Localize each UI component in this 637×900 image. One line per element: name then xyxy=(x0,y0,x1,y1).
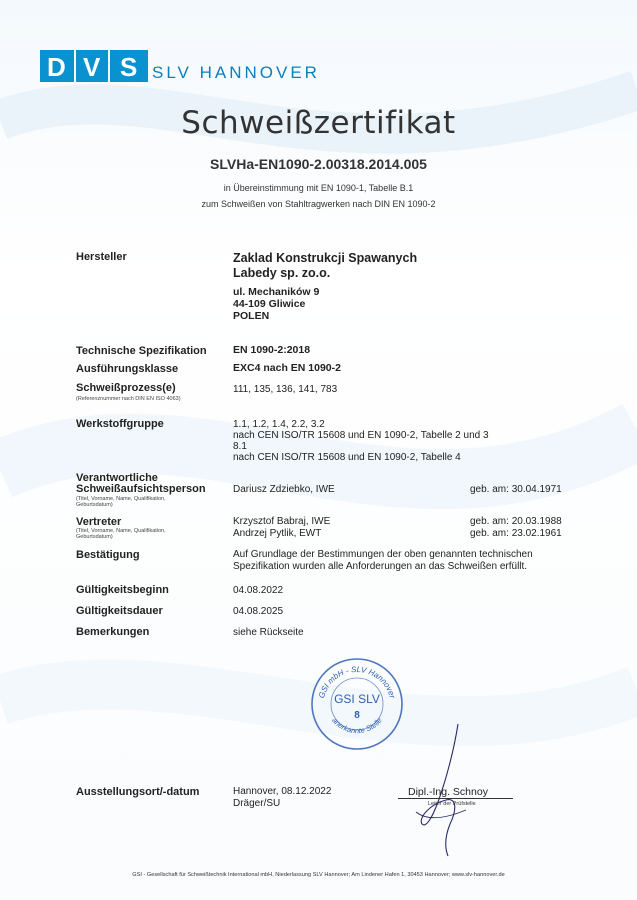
material-group-label: Werkstoffgruppe xyxy=(76,418,164,430)
issue-reference: Dräger/SU xyxy=(233,798,281,809)
technical-spec-value: EN 1090-2:2018 xyxy=(233,344,311,356)
manufacturer-address-line-3: POLEN xyxy=(233,310,270,322)
deputy-name-2: Andrzej Pytlik, EWT xyxy=(233,528,322,539)
validity-start-label: Gültigkeitsbeginn xyxy=(76,584,169,596)
signatory-name: Dipl.-Ing. Schnoy xyxy=(408,786,488,798)
deputies-note-line-1: (Titel, Vorname, Name, Qualifikation, xyxy=(76,528,166,534)
supervisor-note-line-2: Geburtsdatum) xyxy=(76,502,113,508)
supervisor-name: Dariusz Zdziebko, IWE xyxy=(233,484,335,495)
material-group-line-3: 8.1 xyxy=(233,441,247,452)
confirmation-label: Bestätigung xyxy=(76,549,140,561)
certificate-title: Schweißzertifikat xyxy=(181,105,456,141)
material-group-line-1: 1.1, 1.2, 1.4, 2.2, 3.2 xyxy=(233,419,325,430)
supervisor-label-line-1: Verantwortliche xyxy=(76,472,158,484)
remarks-value: siehe Rückseite xyxy=(233,627,304,638)
welding-process-label: Schweißprozess(e) xyxy=(76,382,176,394)
material-group-line-4: nach CEN ISO/TR 15608 und EN 1090-2, Tabelle 4 xyxy=(233,452,461,463)
conformity-line-2: zum Schweißen von Stahltragwerken nach DIN EN 1090-2 xyxy=(201,199,436,209)
manufacturer-address-line-1: ul. Mechaników 9 xyxy=(233,286,320,298)
material-group-line-2: nach CEN ISO/TR 15608 und EN 1090-2, Tabelle 2 und 3 xyxy=(233,430,489,441)
stamp-top-text: GSI mbH - SLV Hannover xyxy=(317,664,397,700)
manufacturer-name-line-2: Labedy sp. zo.o. xyxy=(233,266,331,280)
logo-letter-d: D xyxy=(47,52,67,82)
stamp-center-text: GSI SLV xyxy=(334,692,380,706)
execution-class-label: Ausführungsklasse xyxy=(76,363,179,375)
stamp-number: 8 xyxy=(354,710,360,721)
remarks-label: Bemerkungen xyxy=(76,626,150,638)
welding-process-value: 111, 135, 136, 141, 783 xyxy=(233,384,338,395)
manufacturer-name-line-1: Zaklad Konstrukcji Spawanych xyxy=(233,251,418,265)
signature-line xyxy=(398,798,513,799)
supervisor-note-line-1: (Titel, Vorname, Name, Qualifikation, xyxy=(76,496,166,502)
certificate-number: SLVHa-EN1090-2.00318.2014.005 xyxy=(210,156,427,172)
conformity-line-1: in Übereinstimmung mit EN 1090-1, Tabelle B.1 xyxy=(223,183,414,193)
org-name: SLV HANNOVER xyxy=(152,63,320,82)
confirmation-line-2: Spezifikation wurden alle Anforderungen an das Schweißen erfüllt. xyxy=(233,561,528,572)
issue-label: Ausstellungsort/-datum xyxy=(76,786,200,798)
technical-spec-label: Technische Spezifikation xyxy=(76,345,207,357)
validity-end-value: 04.08.2025 xyxy=(233,606,284,617)
logo-letter-s: S xyxy=(120,52,139,82)
supervisor-birth: geb. am: 30.04.1971 xyxy=(470,484,562,495)
deputy-birth-2: geb. am: 23.02.1961 xyxy=(470,528,562,539)
issue-place-date: Hannover, 08.12.2022 xyxy=(233,786,332,797)
footer-address: GSI - Gesellschaft für Schweißtechnik International mbH, Niederlassung SLV Hannover; Am Lindener Hafen 1, 30453 Hannover; www.slv-hannover.de xyxy=(132,872,505,878)
signatory-role: Leiter der Prüfstelle xyxy=(428,801,476,807)
manufacturer-label: Hersteller xyxy=(76,251,127,263)
execution-class-value: EXC4 nach EN 1090-2 xyxy=(233,362,341,374)
deputies-label: Vertreter xyxy=(76,516,122,528)
validity-end-label: Gültigkeitsdauer xyxy=(76,605,163,617)
official-stamp xyxy=(309,656,405,752)
welding-process-note: (Referenznummer nach DIN EN ISO 4063) xyxy=(76,396,181,402)
deputies-note-line-2: Geburtsdatum) xyxy=(76,534,113,540)
supervisor-label-line-2: Schweißaufsichtsperson xyxy=(76,483,206,495)
confirmation-line-1: Auf Grundlage der Bestimmungen der oben genannten technischen xyxy=(233,549,533,560)
validity-start-value: 04.08.2022 xyxy=(233,585,284,596)
manufacturer-address-line-2: 44-109 Gliwice xyxy=(233,298,306,310)
logo-letter-v: V xyxy=(83,52,102,82)
deputy-birth-1: geb. am: 20.03.1988 xyxy=(470,516,562,527)
deputy-name-1: Krzysztof Babraj, IWE xyxy=(233,516,331,527)
stamp-bottom-text: anerkannte Stelle xyxy=(330,715,384,736)
